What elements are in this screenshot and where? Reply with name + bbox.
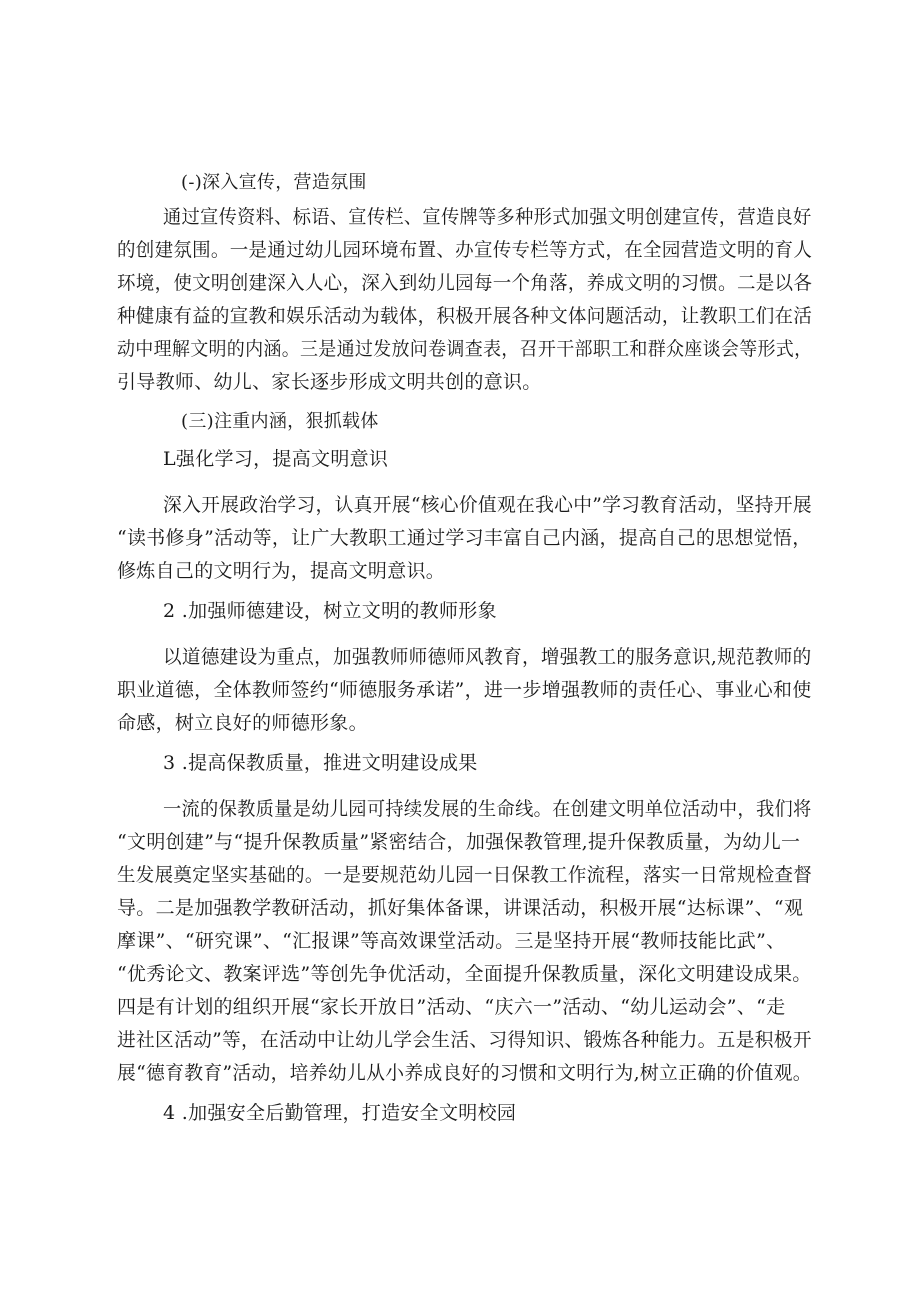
paragraph-line: “读书修身”活动等，让广大教职工通过学习丰富自己内涵，提高自己的思想觉悟，	[117, 527, 812, 549]
paragraph-line: 展“德育教育”活动，培养幼儿从小养成良好的习惯和文明行为,树立正确的价值观。	[117, 1062, 812, 1084]
paragraph-line: 种健康有益的宣教和娱乐活动为载体，积极开展各种文体问题活动，让教职工们在活	[117, 305, 813, 327]
paragraph-line: 进社区活动”等，在活动中让幼儿学会生活、习得知识、锻炼各种能力。五是积极开	[117, 1029, 812, 1051]
paragraph-line: 生发展奠定坚实基础的。一是要规范幼儿园一日保教工作流程，落实一日常规检查督	[117, 864, 813, 886]
item-heading: 4 .加强安全后勤管理，打造安全文明校园	[163, 1102, 517, 1124]
paragraph-line: 通过宣传资料、标语、宣传栏、宣传牌等多种形式加强文明创建宣传，营造良好	[163, 206, 812, 228]
paragraph-line: 深入开展政治学习，认真开展“核心价值观在我心中”学习教育活动，坚持开展	[163, 494, 812, 516]
paragraph-line: 引导教师、幼儿、家长逐步形成文明共创的意识。	[117, 371, 542, 393]
section-heading: (三)注重内涵，狠抓载体	[181, 411, 379, 432]
paragraph-line: 环境，使文明创建深入人心，深入到幼儿园每一个角落，养成文明的习惯。二是以各	[117, 272, 813, 294]
section-heading: (-)深入宣传，营造氛围	[181, 172, 367, 193]
paragraph-line: 命感，树立良好的师德形象。	[117, 712, 368, 734]
paragraph-line: 摩课”、“研究课”、“汇报课”等高效课堂活动。三是坚持开展“教师技能比武”、	[117, 930, 786, 952]
item-heading: L强化学习，提高文明意识	[163, 448, 389, 470]
paragraph-line: “优秀论文、教案评选”等创先争优活动，全面提升保教质量，深化文明建设成果。	[117, 963, 812, 985]
paragraph-line: 动中理解文明的内涵。三是通过发放问卷调查表，召开干部职工和群众座谈会等形式，	[117, 338, 813, 360]
item-heading: 3 .提高保教质量，推进文明建设成果	[163, 752, 478, 774]
paragraph-line: 四是有计划的组织开展“家长开放日”活动、“庆六一”活动、“幼儿运动会”、“走	[117, 996, 786, 1018]
paragraph-line: 一流的保教质量是幼儿园可持续发展的生命线。在创建文明单位活动中，我们将	[163, 798, 812, 820]
paragraph-line: “文明创建”与“提升保教质量”紧密结合，加强保教管理,提升保教质量，为幼儿一	[117, 831, 801, 853]
paragraph-line: 修炼自己的文明行为，提高文明意识。	[117, 560, 446, 582]
paragraph-line: 的创建氛围。一是通过幼儿园环境布置、办宣传专栏等方式，在全园营造文明的育人	[117, 239, 813, 261]
paragraph-line: 职业道德，全体教师签约“师德服务承诺”，进一步增强教师的责任心、事业心和使	[117, 679, 812, 701]
paragraph-line: 导。二是加强教学教研活动，抓好集体备课，讲课活动，积极开展“达标课”、“观	[117, 897, 804, 919]
item-heading: 2 .加强师德建设，树立文明的教师形象	[163, 600, 497, 622]
paragraph-line: 以道德建设为重点，加强教师师德师风教育，增强教工的服务意识,规范教师的	[163, 646, 812, 668]
